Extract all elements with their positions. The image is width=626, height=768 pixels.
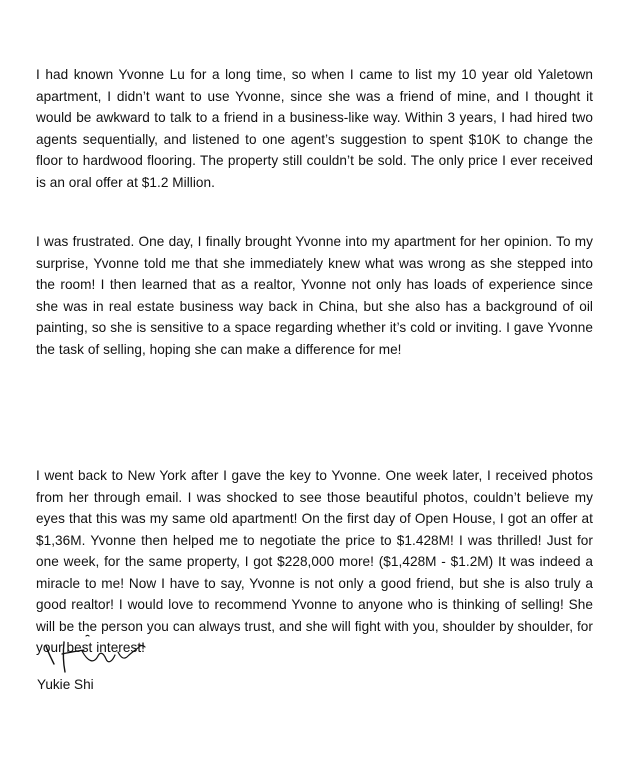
paragraph-1: I had known Yvonne Lu for a long time, so when I came to list my 10 year old Yaletown apartment, I didn’t want to use Yvonne, since she was a friend of mine, and I thought it would be awkward to talk to a friend in a business-like way. Within 3 years, I had hired two agents sequentially, and listened to one agent’s suggestion to spent $10K to change the floor to hardwood flooring. The property still couldn’t be sold. The only price I ever received is an oral offer at $1.2 Million. (36, 67, 593, 190)
handwritten-signature (36, 628, 156, 673)
paragraph-2: I was frustrated. One day, I finally brought Yvonne into my apartment for her opinion. To my surprise, Yvonne told me that she immediately knew what was wrong as she stepped into the room! I then learned that as a realtor, Yvonne not only has loads of experience since she was in real estate business way back in China, but she also has a background of oil painting, so she is sensitive to a space regarding whether it’s cold or inviting. I gave Yvonne the task of selling, hoping she can make a difference for me! (36, 234, 593, 357)
signature-name: Yukie Shi (37, 677, 94, 692)
paragraph-3: I went back to New York after I gave the key to Yvonne. One week later, I received photos from her through email. I was shocked to see those beautiful photos, couldn’t believe my eyes that this was my same old apartment! On the first day of Open House, I got an offer at $1,36M. Yvonne then helped me to negotiate the price to $1.428M! I was thrilled! Just for one week, for the same property, I got $228,000 more! ($1,428M - $1.2M) It was indeed a miracle to me! Now I have to say, Yvonne is not only a good friend, but she is also truly a good realtor! I would love to recommend Yvonne to anyone who is thinking of selling! She will be the person you can always trust, and she will fight with you, shoulder by shoulder, for your best interest! (36, 468, 593, 655)
